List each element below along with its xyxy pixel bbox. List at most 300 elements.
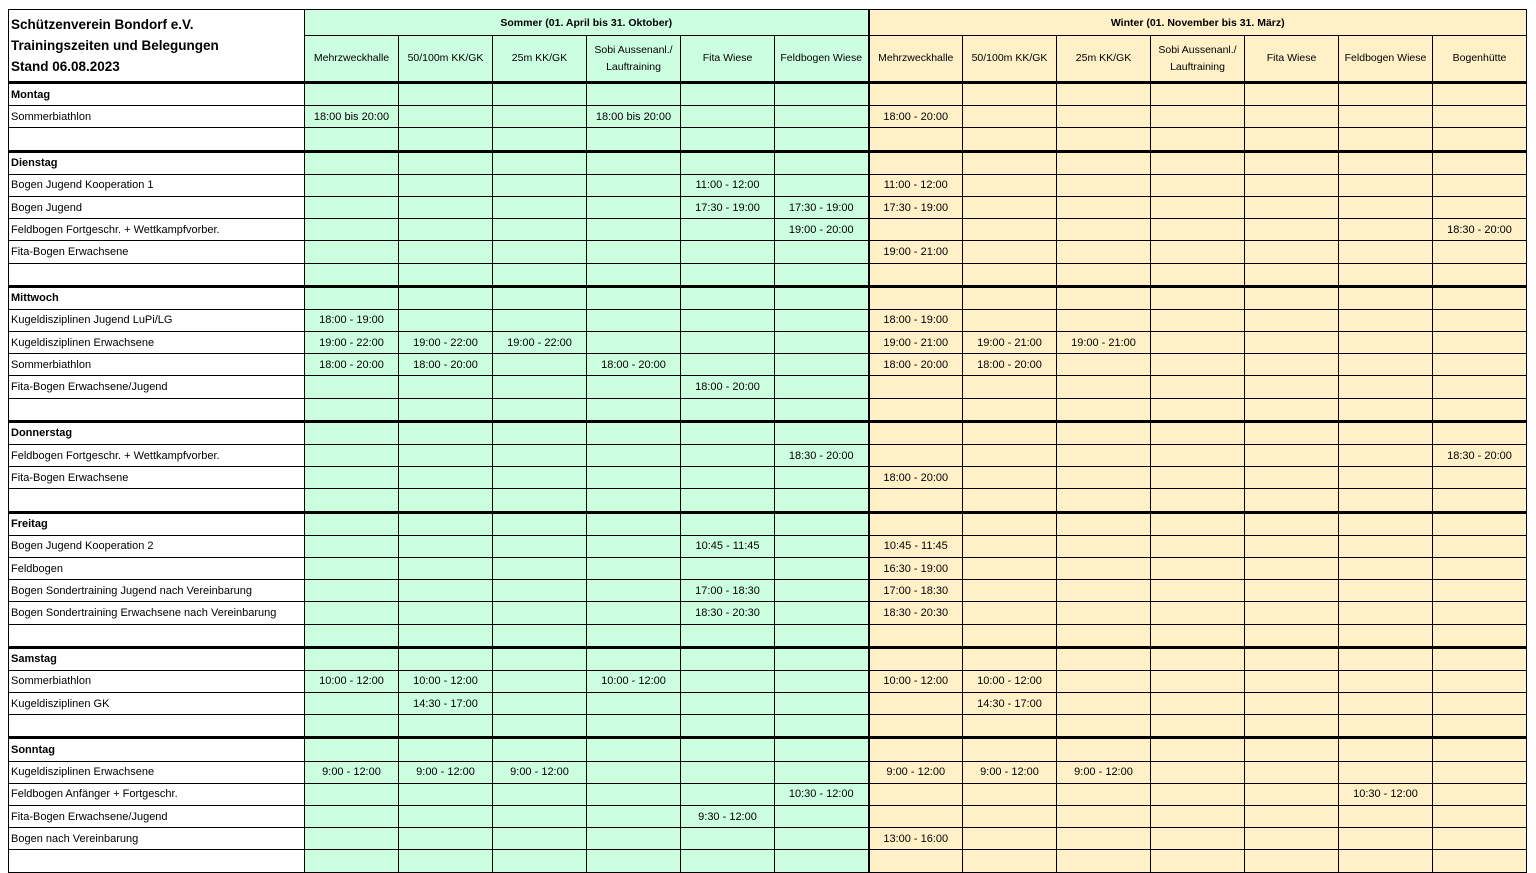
- time-cell: [1433, 535, 1527, 557]
- time-cell: [305, 241, 399, 263]
- time-cell: [1151, 557, 1245, 579]
- time-cell: [1433, 761, 1527, 783]
- time-cell: [493, 309, 587, 331]
- time-cell: [1433, 670, 1527, 692]
- time-cell: 18:00 - 20:00: [399, 354, 493, 376]
- time-cell: [1151, 128, 1245, 151]
- summer-column-header: Fita Wiese: [681, 36, 775, 83]
- day-header-row: [9, 151, 1527, 174]
- activity-label: Feldbogen: [9, 557, 305, 579]
- empty-cell: [493, 151, 587, 174]
- time-cell: 18:00 - 20:00: [587, 354, 681, 376]
- activity-label: [9, 398, 305, 421]
- table-row: [9, 128, 1527, 151]
- empty-cell: [1151, 286, 1245, 309]
- time-cell: [587, 128, 681, 151]
- time-cell: [1151, 624, 1245, 647]
- schedule-sheet: [8, 9, 1527, 873]
- table-row: [9, 693, 1527, 715]
- table-row: [9, 715, 1527, 738]
- activity-label: Bogen Jugend Kooperation 2: [9, 535, 305, 557]
- time-cell: [963, 376, 1057, 398]
- empty-cell: [305, 421, 399, 444]
- time-cell: [305, 535, 399, 557]
- time-cell: [587, 557, 681, 579]
- time-cell: [493, 263, 587, 286]
- time-cell: [399, 806, 493, 828]
- time-cell: [305, 602, 399, 624]
- time-cell: [775, 557, 869, 579]
- time-cell: [1151, 398, 1245, 421]
- winter-column-header: Feldbogen Wiese: [1339, 36, 1433, 83]
- time-cell: [399, 445, 493, 467]
- time-cell: [1057, 828, 1151, 850]
- time-cell: 11:00 - 12:00: [681, 174, 775, 196]
- time-cell: [775, 715, 869, 738]
- time-cell: [1245, 354, 1339, 376]
- time-cell: [1151, 196, 1245, 218]
- empty-cell: [305, 738, 399, 761]
- time-cell: [305, 467, 399, 489]
- time-cell: [305, 783, 399, 805]
- empty-cell: [1245, 647, 1339, 670]
- summer-column-header: Mehrzweckhalle: [305, 36, 399, 83]
- table-row: [9, 174, 1527, 196]
- time-cell: 13:00 - 16:00: [869, 828, 963, 850]
- time-cell: [963, 241, 1057, 263]
- time-cell: [305, 196, 399, 218]
- empty-cell: [1339, 151, 1433, 174]
- time-cell: [1057, 806, 1151, 828]
- empty-cell: [963, 647, 1057, 670]
- empty-cell: [1339, 83, 1433, 106]
- time-cell: [1057, 715, 1151, 738]
- day-header-row: [9, 83, 1527, 106]
- time-cell: [1151, 332, 1245, 354]
- time-cell: [1057, 174, 1151, 196]
- table-row: [9, 806, 1527, 828]
- time-cell: [305, 715, 399, 738]
- time-cell: [1151, 174, 1245, 196]
- time-cell: [1433, 783, 1527, 805]
- activity-label: Feldbogen Fortgeschr. + Wettkampfvorber.: [9, 445, 305, 467]
- time-cell: [681, 783, 775, 805]
- time-cell: [305, 219, 399, 241]
- time-cell: [681, 761, 775, 783]
- time-cell: [1433, 467, 1527, 489]
- time-cell: [963, 850, 1057, 872]
- time-cell: [775, 602, 869, 624]
- time-cell: [775, 535, 869, 557]
- time-cell: [399, 106, 493, 128]
- activity-label: [9, 715, 305, 738]
- day-name: Dienstag: [9, 151, 305, 174]
- time-cell: [493, 580, 587, 602]
- activity-label: Bogen Sondertraining Jugend nach Vereinbarung: [9, 580, 305, 602]
- time-cell: [1151, 850, 1245, 872]
- time-cell: [1433, 828, 1527, 850]
- time-cell: [1245, 828, 1339, 850]
- empty-cell: [305, 151, 399, 174]
- time-cell: [1245, 174, 1339, 196]
- time-cell: [775, 354, 869, 376]
- time-cell: [399, 241, 493, 263]
- time-cell: [775, 106, 869, 128]
- time-cell: [1339, 309, 1433, 331]
- empty-cell: [963, 738, 1057, 761]
- summer-column-header: 25m KK/GK: [493, 36, 587, 83]
- activity-label: Feldbogen Anfänger + Fortgeschr.: [9, 783, 305, 805]
- time-cell: [1151, 445, 1245, 467]
- club-name: Schützenverein Bondorf e.V.: [11, 17, 194, 32]
- time-cell: [869, 489, 963, 512]
- time-cell: [963, 445, 1057, 467]
- time-cell: [587, 376, 681, 398]
- time-cell: [1151, 263, 1245, 286]
- empty-cell: [493, 286, 587, 309]
- time-cell: [1151, 467, 1245, 489]
- empty-cell: [963, 421, 1057, 444]
- time-cell: [493, 806, 587, 828]
- time-cell: [1057, 624, 1151, 647]
- time-cell: [1151, 693, 1245, 715]
- time-cell: [869, 624, 963, 647]
- time-cell: [1151, 535, 1245, 557]
- time-cell: 19:00 - 22:00: [399, 332, 493, 354]
- time-cell: [1245, 715, 1339, 738]
- empty-cell: [587, 286, 681, 309]
- time-cell: [1339, 376, 1433, 398]
- time-cell: [1151, 783, 1245, 805]
- day-header-row: [9, 286, 1527, 309]
- empty-cell: [1245, 83, 1339, 106]
- time-cell: [1339, 828, 1433, 850]
- time-cell: [681, 670, 775, 692]
- time-cell: [493, 828, 587, 850]
- empty-cell: [493, 738, 587, 761]
- table-row: [9, 376, 1527, 398]
- time-cell: [1057, 783, 1151, 805]
- empty-cell: [1433, 421, 1527, 444]
- time-cell: [1433, 332, 1527, 354]
- time-cell: [587, 715, 681, 738]
- time-cell: [775, 828, 869, 850]
- empty-cell: [1057, 738, 1151, 761]
- activity-label: Fita-Bogen Erwachsene/Jugend: [9, 376, 305, 398]
- empty-cell: [963, 83, 1057, 106]
- time-cell: [1245, 128, 1339, 151]
- time-cell: 19:00 - 21:00: [869, 332, 963, 354]
- time-cell: [963, 624, 1057, 647]
- time-cell: [963, 219, 1057, 241]
- time-cell: [1245, 850, 1339, 872]
- time-cell: [493, 624, 587, 647]
- time-cell: [587, 332, 681, 354]
- time-cell: [963, 806, 1057, 828]
- time-cell: [1433, 693, 1527, 715]
- time-cell: 17:30 - 19:00: [681, 196, 775, 218]
- time-cell: [963, 489, 1057, 512]
- table-row: [9, 106, 1527, 128]
- time-cell: [399, 715, 493, 738]
- time-cell: [869, 693, 963, 715]
- time-cell: [1245, 624, 1339, 647]
- time-cell: [399, 196, 493, 218]
- time-cell: [305, 174, 399, 196]
- empty-cell: [869, 647, 963, 670]
- time-cell: [587, 398, 681, 421]
- time-cell: [305, 489, 399, 512]
- time-cell: [963, 535, 1057, 557]
- time-cell: [305, 580, 399, 602]
- sheet-date: Stand 06.08.2023: [11, 59, 120, 74]
- time-cell: [1057, 376, 1151, 398]
- time-cell: [587, 783, 681, 805]
- time-cell: [399, 602, 493, 624]
- empty-cell: [775, 421, 869, 444]
- activity-label: [9, 489, 305, 512]
- time-cell: [775, 174, 869, 196]
- activity-label: [9, 850, 305, 872]
- time-cell: 19:00 - 21:00: [1057, 332, 1151, 354]
- activity-label: Fita-Bogen Erwachsene/Jugend: [9, 806, 305, 828]
- table-row: [9, 670, 1527, 692]
- time-cell: [587, 489, 681, 512]
- winter-column-header: Sobi Aussenanl./ Lauftraining: [1151, 36, 1245, 83]
- time-cell: [587, 806, 681, 828]
- time-cell: [1339, 850, 1433, 872]
- time-cell: [399, 398, 493, 421]
- time-cell: [493, 602, 587, 624]
- time-cell: [1339, 557, 1433, 579]
- time-cell: [1057, 693, 1151, 715]
- time-cell: [963, 263, 1057, 286]
- activity-label: Sommerbiathlon: [9, 670, 305, 692]
- day-name: Freitag: [9, 512, 305, 535]
- time-cell: [1433, 263, 1527, 286]
- time-cell: [1433, 174, 1527, 196]
- time-cell: [1151, 761, 1245, 783]
- empty-cell: [305, 286, 399, 309]
- time-cell: [1245, 263, 1339, 286]
- time-cell: [305, 445, 399, 467]
- time-cell: [1057, 263, 1151, 286]
- time-cell: [399, 535, 493, 557]
- time-cell: 18:00 - 20:00: [869, 106, 963, 128]
- time-cell: [681, 467, 775, 489]
- time-cell: 9:30 - 12:00: [681, 806, 775, 828]
- activity-label: Kugeldisziplinen Erwachsene: [9, 761, 305, 783]
- time-cell: [869, 376, 963, 398]
- time-cell: [1151, 602, 1245, 624]
- empty-cell: [775, 286, 869, 309]
- summer-column-header: Feldbogen Wiese: [775, 36, 869, 83]
- empty-cell: [587, 83, 681, 106]
- time-cell: [681, 489, 775, 512]
- empty-cell: [587, 512, 681, 535]
- table-row: [9, 467, 1527, 489]
- empty-cell: [681, 647, 775, 670]
- time-cell: [1339, 332, 1433, 354]
- empty-cell: [587, 421, 681, 444]
- time-cell: [869, 850, 963, 872]
- empty-cell: [681, 151, 775, 174]
- time-cell: [1151, 376, 1245, 398]
- time-cell: [681, 445, 775, 467]
- time-cell: [681, 354, 775, 376]
- time-cell: [587, 196, 681, 218]
- time-cell: [1057, 196, 1151, 218]
- table-row: [9, 354, 1527, 376]
- time-cell: [1245, 219, 1339, 241]
- time-cell: [1339, 602, 1433, 624]
- time-cell: [869, 806, 963, 828]
- time-cell: [399, 783, 493, 805]
- day-name: Montag: [9, 83, 305, 106]
- time-cell: 18:30 - 20:00: [1433, 445, 1527, 467]
- activity-label: Sommerbiathlon: [9, 106, 305, 128]
- winter-column-header: Mehrzweckhalle: [869, 36, 963, 83]
- time-cell: 18:00 - 20:00: [869, 354, 963, 376]
- activity-label: Fita-Bogen Erwachsene: [9, 467, 305, 489]
- time-cell: [1057, 467, 1151, 489]
- time-cell: [1339, 445, 1433, 467]
- time-cell: [681, 715, 775, 738]
- empty-cell: [1245, 151, 1339, 174]
- time-cell: [493, 850, 587, 872]
- empty-cell: [1057, 151, 1151, 174]
- time-cell: [1057, 354, 1151, 376]
- time-cell: [681, 128, 775, 151]
- time-cell: [1339, 715, 1433, 738]
- time-cell: [587, 445, 681, 467]
- time-cell: [493, 715, 587, 738]
- day-header-row: [9, 738, 1527, 761]
- time-cell: [1433, 196, 1527, 218]
- activity-label: Fita-Bogen Erwachsene: [9, 241, 305, 263]
- time-cell: 9:00 - 12:00: [1057, 761, 1151, 783]
- time-cell: [399, 174, 493, 196]
- time-cell: [305, 128, 399, 151]
- time-cell: [1339, 354, 1433, 376]
- time-cell: [587, 850, 681, 872]
- time-cell: [1339, 128, 1433, 151]
- time-cell: [775, 241, 869, 263]
- time-cell: 18:00 bis 20:00: [587, 106, 681, 128]
- empty-cell: [1151, 512, 1245, 535]
- time-cell: 19:00 - 21:00: [869, 241, 963, 263]
- time-cell: 18:00 - 20:00: [305, 354, 399, 376]
- empty-cell: [1057, 512, 1151, 535]
- time-cell: 17:30 - 19:00: [869, 196, 963, 218]
- activity-label: Feldbogen Fortgeschr. + Wettkampfvorber.: [9, 219, 305, 241]
- time-cell: [775, 693, 869, 715]
- time-cell: [681, 850, 775, 872]
- time-cell: [493, 557, 587, 579]
- time-cell: 9:00 - 12:00: [963, 761, 1057, 783]
- empty-cell: [399, 738, 493, 761]
- time-cell: [681, 241, 775, 263]
- time-cell: [775, 128, 869, 151]
- time-cell: 11:00 - 12:00: [869, 174, 963, 196]
- day-header-row: [9, 512, 1527, 535]
- time-cell: 18:00 bis 20:00: [305, 106, 399, 128]
- activity-label: Bogen Jugend: [9, 196, 305, 218]
- time-cell: [1057, 219, 1151, 241]
- time-cell: 10:00 - 12:00: [963, 670, 1057, 692]
- time-cell: [775, 624, 869, 647]
- empty-cell: [1245, 286, 1339, 309]
- time-cell: 9:00 - 12:00: [493, 761, 587, 783]
- time-cell: [587, 828, 681, 850]
- time-cell: [963, 715, 1057, 738]
- time-cell: [1057, 850, 1151, 872]
- time-cell: [775, 761, 869, 783]
- time-cell: 18:00 - 19:00: [305, 309, 399, 331]
- time-cell: [1151, 489, 1245, 512]
- time-cell: [1339, 580, 1433, 602]
- time-cell: [1245, 309, 1339, 331]
- time-cell: [493, 376, 587, 398]
- time-cell: [869, 219, 963, 241]
- empty-cell: [963, 151, 1057, 174]
- time-cell: 18:00 - 19:00: [869, 309, 963, 331]
- table-row: [9, 196, 1527, 218]
- empty-cell: [587, 647, 681, 670]
- activity-label: Bogen nach Vereinbarung: [9, 828, 305, 850]
- time-cell: [1151, 106, 1245, 128]
- time-cell: [681, 106, 775, 128]
- time-cell: [1433, 806, 1527, 828]
- table-row: [9, 761, 1527, 783]
- time-cell: [963, 602, 1057, 624]
- time-cell: 18:00 - 20:00: [963, 354, 1057, 376]
- time-cell: [869, 715, 963, 738]
- empty-cell: [681, 512, 775, 535]
- table-row: [9, 398, 1527, 421]
- empty-cell: [587, 738, 681, 761]
- empty-cell: [1151, 647, 1245, 670]
- empty-cell: [1339, 512, 1433, 535]
- table-row: [9, 309, 1527, 331]
- time-cell: [775, 467, 869, 489]
- time-cell: 10:30 - 12:00: [775, 783, 869, 805]
- time-cell: [493, 445, 587, 467]
- time-cell: 16:30 - 19:00: [869, 557, 963, 579]
- time-cell: 14:30 - 17:00: [399, 693, 493, 715]
- table-row: [9, 535, 1527, 557]
- time-cell: [775, 850, 869, 872]
- time-cell: [963, 309, 1057, 331]
- time-cell: 19:00 - 21:00: [963, 332, 1057, 354]
- table-row: [9, 580, 1527, 602]
- time-cell: [305, 557, 399, 579]
- time-cell: 10:00 - 12:00: [587, 670, 681, 692]
- activity-label: Sommerbiathlon: [9, 354, 305, 376]
- time-cell: 19:00 - 22:00: [305, 332, 399, 354]
- sheet-subtitle: Trainingszeiten und Belegungen: [11, 38, 219, 53]
- empty-cell: [775, 647, 869, 670]
- table-row: [9, 602, 1527, 624]
- time-cell: [1057, 580, 1151, 602]
- time-cell: 17:30 - 19:00: [775, 196, 869, 218]
- empty-cell: [1339, 421, 1433, 444]
- time-cell: [587, 624, 681, 647]
- time-cell: 18:30 - 20:30: [681, 602, 775, 624]
- empty-cell: [869, 286, 963, 309]
- time-cell: [681, 309, 775, 331]
- time-cell: [493, 354, 587, 376]
